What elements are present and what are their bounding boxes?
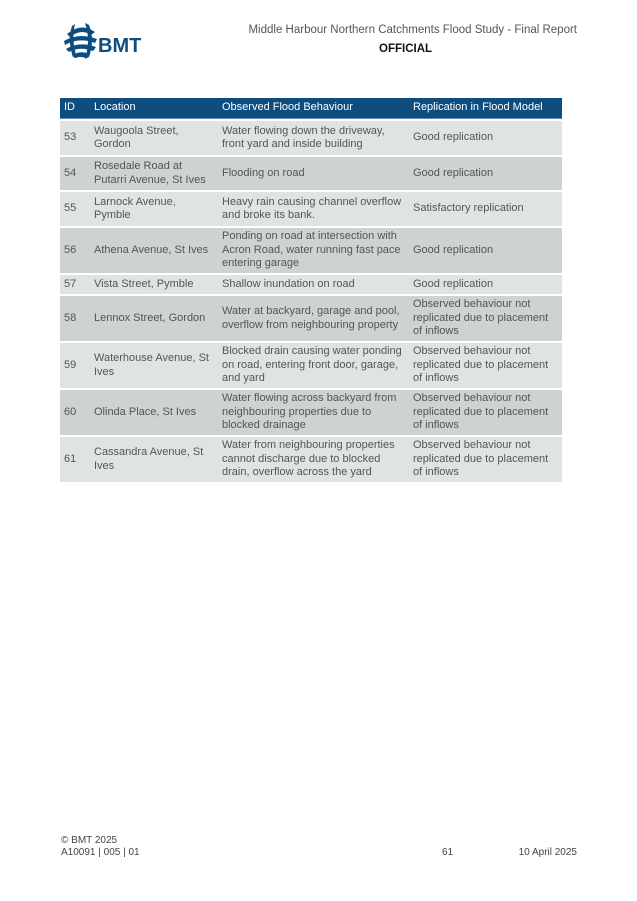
cell-id: 56: [60, 228, 90, 273]
cell-observed: Water flowing down the driveway, front yard and inside building: [218, 121, 409, 155]
cell-location: Athena Avenue, St Ives: [90, 228, 218, 273]
column-header-replication: Replication in Flood Model: [409, 98, 562, 119]
table-row: [60, 121, 562, 155]
footer-doc-ref: A10091 | 005 | 01: [61, 847, 140, 858]
bmt-globe-icon: [61, 20, 151, 62]
cell-replication: Observed behaviour not replicated due to placement of inflows: [409, 390, 562, 435]
logo-text: BMT: [98, 35, 142, 57]
cell-id: 57: [60, 275, 90, 294]
table-row: [60, 275, 562, 294]
cell-replication: Observed behaviour not replicated due to placement of inflows: [409, 343, 562, 388]
cell-replication: Good replication: [409, 228, 562, 273]
cell-replication: Good replication: [409, 121, 562, 155]
column-header-location: Location: [90, 98, 218, 119]
classification-label: OFFICIAL: [379, 43, 433, 55]
cell-id: 55: [60, 192, 90, 226]
table-row: [60, 157, 562, 190]
cell-replication: Good replication: [409, 157, 562, 190]
table-row: [60, 296, 562, 341]
footer-page-number: 61: [442, 847, 454, 858]
column-header-id: ID: [60, 98, 90, 119]
cell-id: 59: [60, 343, 90, 388]
table-row: [60, 192, 562, 226]
cell-observed: Blocked drain causing water ponding on road, entering front door, garage, and yard: [218, 343, 409, 388]
footer-copyright: © BMT 2025: [61, 835, 118, 846]
cell-id: 61: [60, 437, 90, 482]
cell-observed: Water flowing across backyard from neighbouring properties due to blocked drainage: [218, 390, 409, 435]
cell-id: 54: [60, 157, 90, 190]
cell-observed: Water at backyard, garage and pool, overflow from neighbouring property: [218, 296, 409, 341]
column-header-observed: Observed Flood Behaviour: [218, 98, 409, 119]
footer-date: 10 April 2025: [518, 847, 577, 858]
cell-observed: Heavy rain causing channel overflow and broke its bank.: [218, 192, 409, 226]
cell-observed: Water from neighbouring properties cannot discharge due to blocked drain, overflow across the yard: [218, 437, 409, 482]
table-header-row: [60, 98, 562, 119]
cell-id: 60: [60, 390, 90, 435]
cell-id: 53: [60, 121, 90, 155]
bmt-logo: [61, 20, 151, 62]
cell-replication: Good replication: [409, 275, 562, 294]
table-row: [60, 343, 562, 388]
cell-location: Olinda Place, St Ives: [90, 390, 218, 435]
table-row: [60, 437, 562, 482]
flood-observation-table: [60, 96, 562, 484]
footer-left: [61, 835, 140, 859]
cell-location: Waugoola Street, Gordon: [90, 121, 218, 155]
cell-replication: Observed behaviour not replicated due to placement of inflows: [409, 437, 562, 482]
cell-location: Lennox Street, Gordon: [90, 296, 218, 341]
cell-location: Vista Street, Pymble: [90, 275, 218, 294]
cell-replication: Satisfactory replication: [409, 192, 562, 226]
cell-id: 58: [60, 296, 90, 341]
report-title: Middle Harbour Northern Catchments Flood Study - Final Report: [248, 24, 577, 36]
table-row: [60, 390, 562, 435]
cell-observed: Flooding on road: [218, 157, 409, 190]
table-row: [60, 228, 562, 273]
cell-location: Waterhouse Avenue, St Ives: [90, 343, 218, 388]
cell-location: Cassandra Avenue, St Ives: [90, 437, 218, 482]
cell-observed: Shallow inundation on road: [218, 275, 409, 294]
cell-location: Rosedale Road at Putarri Avenue, St Ives: [90, 157, 218, 190]
cell-location: Larnock Avenue, Pymble: [90, 192, 218, 226]
cell-observed: Ponding on road at intersection with Acron Road, water running fast pace entering garage: [218, 228, 409, 273]
cell-replication: Observed behaviour not replicated due to placement of inflows: [409, 296, 562, 341]
